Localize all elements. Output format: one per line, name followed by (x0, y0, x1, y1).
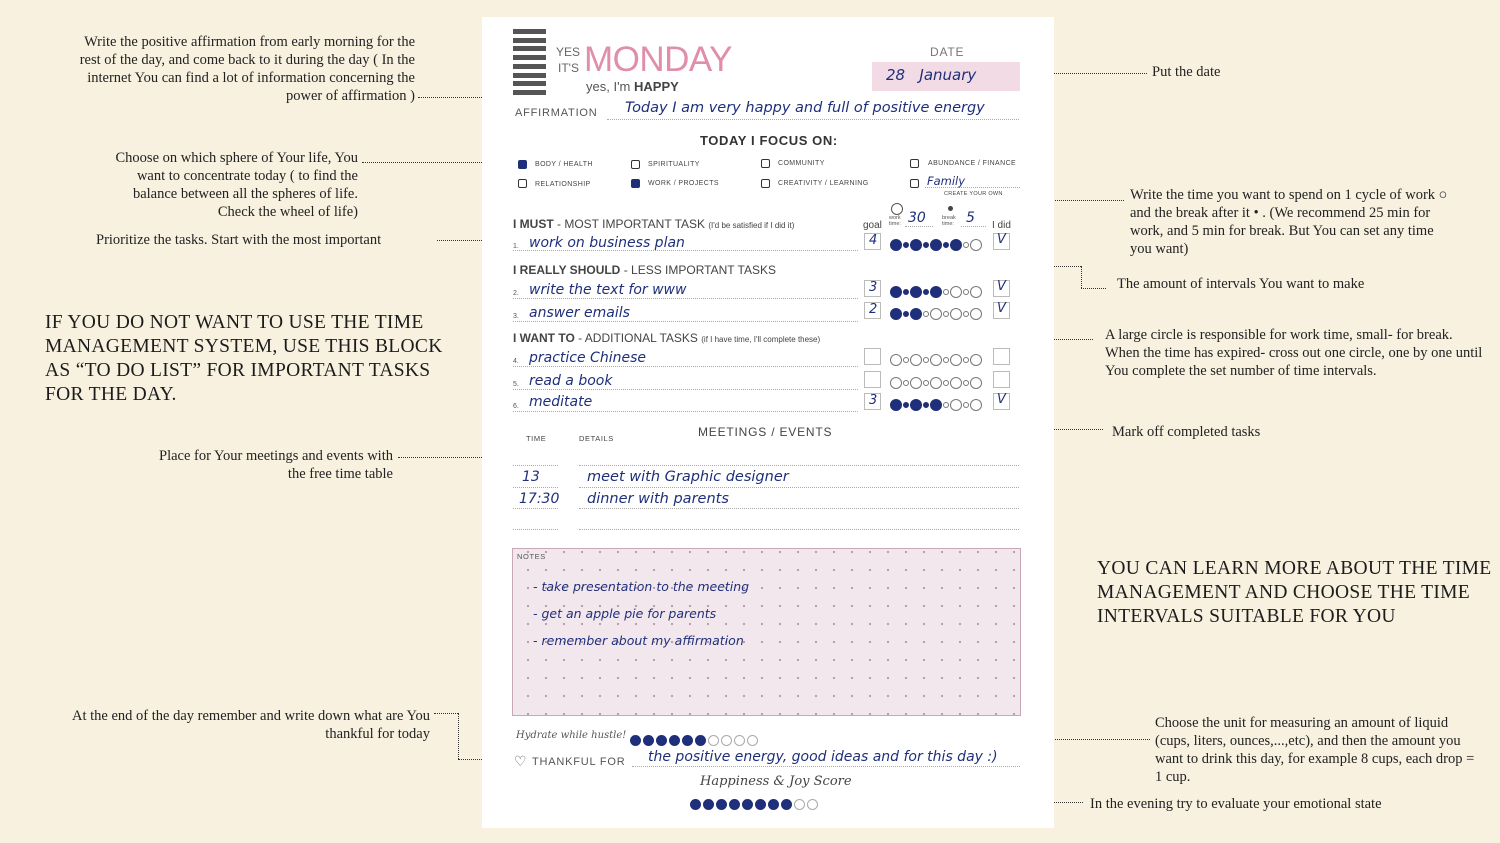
note-3: - remember about my affirmation (533, 633, 744, 648)
intervals-leader-h2 (1081, 288, 1106, 289)
work-projects-label: WORK / PROJECTS (648, 180, 719, 187)
drop-icon[interactable] (747, 735, 758, 746)
task-3-text[interactable]: answer emails (529, 305, 630, 321)
affirmation-label: AFFIRMATION (515, 107, 598, 119)
want-heading: I WANT TO - ADDITIONAL TASKS (if I have time, I'll complete these) (513, 331, 821, 345)
drop-icon[interactable] (682, 735, 693, 746)
score-circle-icon[interactable] (690, 799, 701, 810)
work-time-value[interactable]: 30 (908, 210, 926, 226)
work-projects-checkbox[interactable] (631, 179, 640, 188)
task-4-text[interactable]: practice Chinese (529, 350, 646, 366)
drop-icon[interactable] (721, 735, 732, 746)
time-cycle-annotation: Write the time you want to spend on 1 cycle of work ○ and the break after it • . (We recommend 25 min for work, and 5 min for break. But You can set any time you want) (1130, 187, 1448, 257)
score-circle-icon[interactable] (794, 799, 805, 810)
date-annotation: Put the date (1152, 64, 1221, 80)
drop-icon[interactable] (643, 735, 654, 746)
task-4-intervals[interactable] (890, 349, 982, 368)
thankful-leader-b (458, 713, 459, 759)
event-line-2-time (513, 508, 558, 509)
task-6-line (513, 411, 858, 412)
score-label: Happiness & Joy Score (700, 774, 852, 789)
event-line-2-details (579, 508, 1019, 509)
score-circle-icon[interactable] (742, 799, 753, 810)
event-line-0-time (513, 465, 558, 466)
yes-label: YES (556, 45, 581, 59)
must-heading: I MUST - MOST IMPORTANT TASK (I'd be satisfied if I did it) (513, 217, 795, 231)
time-column-label: TIME (526, 434, 547, 443)
evening-annotation: In the evening try to evaluate your emotional state (1090, 796, 1382, 812)
learn-more-note: YOU CAN LEARN MORE ABOUT THE TIME MANAGEMENT AND CHOOSE THE TIME INTERVALS SUITABLE FOR YOU (1097, 558, 1492, 627)
task-6-text[interactable]: meditate (529, 394, 593, 410)
break-dot-icon (948, 206, 953, 211)
task-1-check: V (997, 232, 1006, 247)
break-time-line (961, 226, 986, 227)
task-6-check: V (997, 392, 1006, 407)
event-1-details[interactable]: meet with Graphic designer (587, 469, 789, 485)
focus-title: TODAY I FOCUS ON: (700, 133, 838, 148)
score-circle-icon[interactable] (781, 799, 792, 810)
work-circle-icon (891, 203, 903, 215)
task-2-line (513, 298, 858, 299)
abundance-checkbox[interactable] (910, 159, 919, 168)
date-label: DATE (930, 45, 965, 59)
should-heading: I REALLY SHOULD - LESS IMPORTANT TASKS (513, 263, 776, 277)
score-circle-icon[interactable] (716, 799, 727, 810)
task-5-line (513, 389, 858, 390)
task-1-num: 1. (513, 243, 519, 250)
create-own-label: CREATE YOUR OWN (944, 191, 1003, 197)
drop-icon[interactable] (708, 735, 719, 746)
task-1-goal-value: 4 (869, 233, 878, 248)
event-2-details[interactable]: dinner with parents (587, 491, 729, 507)
task-4-done[interactable] (993, 348, 1010, 365)
thankful-value[interactable]: the positive energy, good ideas and for this day :) (648, 749, 998, 765)
liquid-annotation: Choose the unit for measuring an amount of liquid (cups, liters, ounces,...,etc), and then the amount you want to drink this day, for example 8 cups, each drop = 1 cup. (1155, 715, 1475, 785)
hydrate-label: Hydrate while hustle! (516, 730, 627, 741)
task-5-text[interactable]: read a book (529, 373, 613, 389)
hydrate-drops[interactable] (630, 731, 760, 750)
custom-focus-checkbox[interactable] (910, 179, 919, 188)
abundance-label: ABUNDANCE / FINANCE (928, 160, 1017, 167)
heart-icon: ♡ (514, 753, 527, 769)
drop-icon[interactable] (695, 735, 706, 746)
community-label: COMMUNITY (778, 160, 825, 167)
task-5-goal[interactable] (864, 371, 881, 388)
stripes-logo (513, 29, 546, 95)
meetings-title: MEETINGS / EVENTS (698, 425, 833, 439)
drop-icon[interactable] (669, 735, 680, 746)
task-3-intervals[interactable] (890, 303, 982, 322)
body-health-label: BODY / HEALTH (535, 161, 593, 168)
date-value: 28 January (886, 66, 977, 84)
affirmation-value[interactable]: Today I am very happy and full of positive energy (625, 100, 985, 116)
break-time-label: break time: (942, 215, 956, 227)
spirituality-label: SPIRITUALITY (648, 161, 700, 168)
task-5-intervals[interactable] (890, 372, 982, 391)
its-label: IT'S (558, 61, 579, 75)
task-1-text[interactable]: work on business plan (529, 235, 685, 251)
relationship-label: RELATIONSHIP (535, 181, 591, 188)
task-3-num: 3. (513, 313, 519, 320)
task-4-line (513, 366, 858, 367)
todo-block-note: IF YOU DO NOT WANT TO USE THE TIME MANAGEMENT SYSTEM, USE THIS BLOCK AS “TO DO LIST” FOR IMPORTANT TASKS FOR THE DAY. (45, 312, 443, 405)
day-title: MONDAY (584, 40, 733, 79)
drop-icon[interactable] (630, 735, 641, 746)
score-circle-icon[interactable] (703, 799, 714, 810)
task-2-goal-value: 3 (869, 280, 878, 295)
event-line-3-details (579, 529, 1019, 530)
score-circle-icon[interactable] (768, 799, 779, 810)
i-did-label: I did (992, 220, 1011, 231)
affirmation-line (607, 119, 1019, 120)
thankful-annotation: At the end of the day remember and write down what are You thankful for today (72, 708, 430, 742)
score-circle-icon[interactable] (755, 799, 766, 810)
task-3-goal-value: 2 (869, 302, 878, 317)
large-circle-annotation: A large circle is responsible for work time, small- for break. When the time has expired- cross out one circle, one by one until You complete the set number of time intervals. (1105, 327, 1483, 379)
event-line-1-time (513, 487, 558, 488)
goal-label: goal (863, 220, 882, 231)
affirmation-annotation: Write the positive affirmation from early morning for the rest of the day, and come back to it during the day ( In the internet You can find a lot of information concerning the power of affirmation ) (79, 34, 415, 104)
thankful-line (632, 766, 1020, 767)
meetings-annotation: Place for Your meetings and events with the free time table (159, 448, 393, 482)
task-3-line (513, 321, 858, 322)
note-2: - get an apple pie for parents (533, 606, 717, 621)
task-5-done[interactable] (993, 371, 1010, 388)
prioritize-annotation: Prioritize the tasks. Start with the most important (96, 232, 382, 248)
notes-label: NOTES (517, 552, 546, 561)
drop-icon[interactable] (656, 735, 667, 746)
drop-icon[interactable] (734, 735, 745, 746)
mark-off-annotation: Mark off completed tasks (1112, 424, 1261, 440)
task-1-intervals[interactable] (890, 234, 982, 253)
task-2-intervals[interactable] (890, 281, 982, 300)
intervals-leader-v2 (1081, 266, 1082, 288)
task-2-text[interactable]: write the text for www (529, 282, 687, 298)
task-1-line (513, 250, 858, 251)
task-5-num: 5. (513, 381, 519, 388)
task-2-check: V (997, 279, 1006, 294)
score-circle-icon[interactable] (729, 799, 740, 810)
planner-page (482, 17, 1054, 828)
thankful-leader-a (434, 713, 458, 714)
event-line-0-details (579, 465, 1019, 466)
note-1: - take presentation to the meeting (533, 579, 750, 594)
details-column-label: DETAILS (579, 434, 614, 443)
community-checkbox[interactable] (761, 159, 770, 168)
event-1-time[interactable]: 13 (522, 469, 540, 485)
custom-focus-value[interactable]: Family (927, 174, 966, 188)
task-6-num: 6. (513, 403, 519, 410)
score-circle-icon[interactable] (807, 799, 818, 810)
work-time-line (905, 226, 933, 227)
body-health-checkbox[interactable] (518, 160, 527, 169)
spirituality-checkbox[interactable] (631, 160, 640, 169)
happy-subtitle: yes, I'm HAPPY (586, 79, 679, 94)
task-2-num: 2. (513, 290, 519, 297)
thankful-label: THANKFUL FOR (532, 756, 626, 768)
task-3-check: V (997, 301, 1006, 316)
event-2-time[interactable]: 17:30 (519, 491, 560, 507)
relationship-checkbox[interactable] (518, 179, 527, 188)
notes-box[interactable] (512, 548, 1021, 716)
creativity-checkbox[interactable] (761, 179, 770, 188)
break-time-value[interactable]: 5 (966, 210, 975, 226)
task-4-goal[interactable] (864, 348, 881, 365)
intervals-annotation: The amount of intervals You want to make (1117, 276, 1365, 292)
event-line-3-time (513, 529, 558, 530)
task-4-num: 4. (513, 358, 519, 365)
creativity-label: CREATIVITY / LEARNING (778, 180, 869, 187)
task-6-intervals[interactable] (890, 394, 982, 413)
focus-annotation: Choose on which sphere of Your life, You want to concentrate today ( to find the balance between all the spheres of life. Check the wheel of life) (115, 150, 358, 220)
score-circles[interactable] (690, 795, 820, 814)
work-time-label: work time: (889, 215, 901, 227)
task-6-goal-value: 3 (869, 393, 878, 408)
event-line-1-details (579, 487, 1019, 488)
